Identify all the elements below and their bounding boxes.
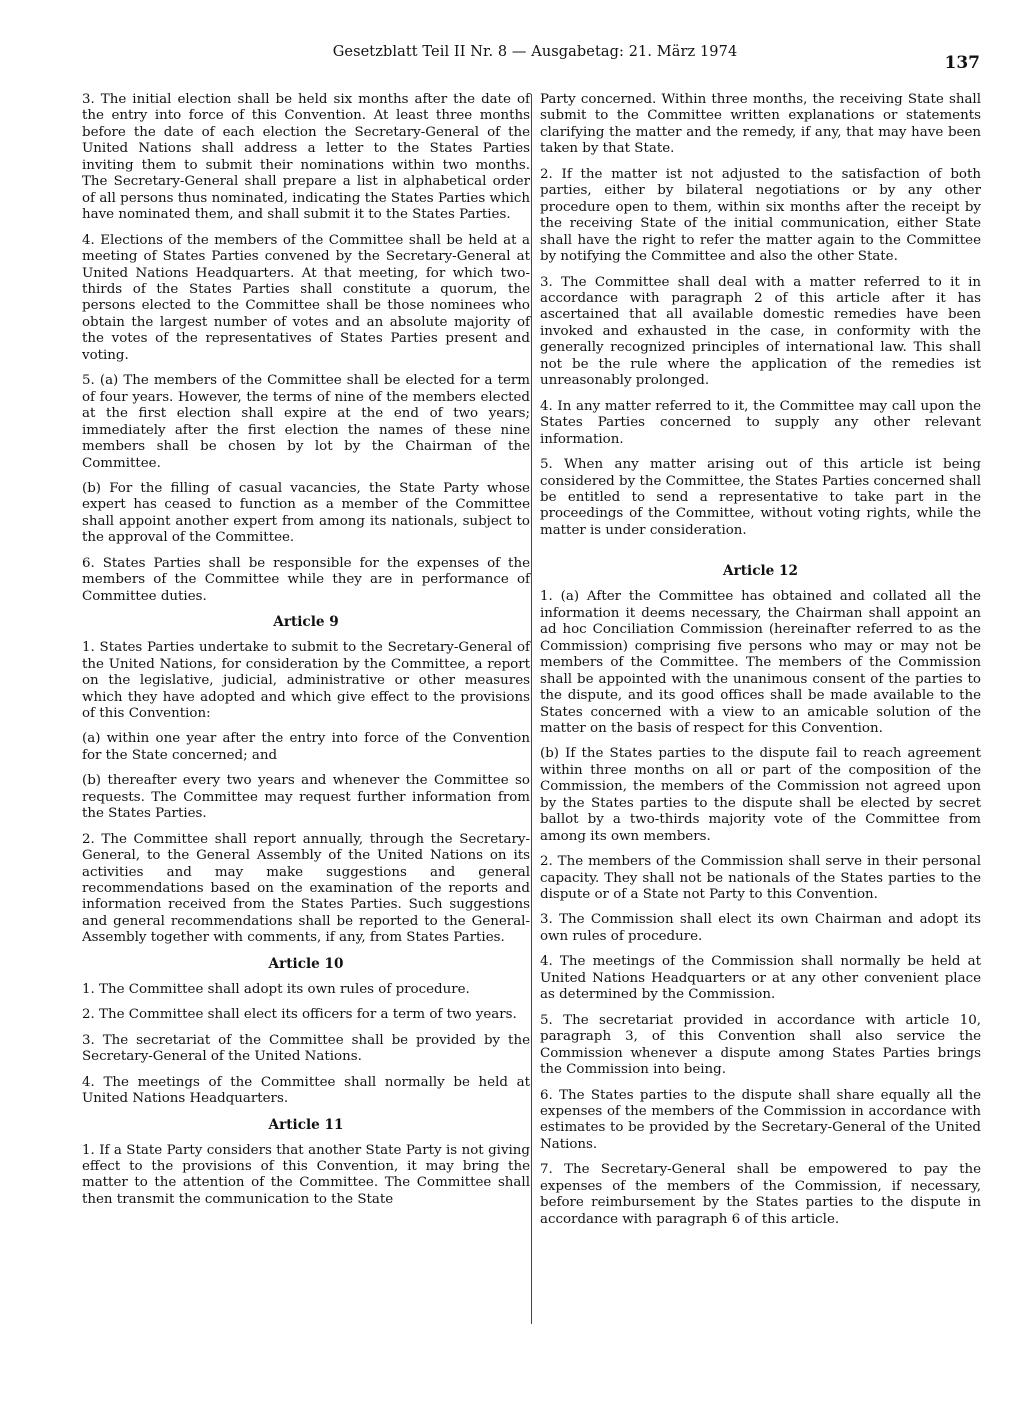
paragraph: 4. In any matter referred to it, the Committee may call upon the States Parties concerned to supply any other relevant information. — [540, 398, 981, 447]
paragraph: 2. The Committee shall report annually, through the Secretary-General, to the General Assembly of the United Nations on its activities and may make suggestions and general recommendations based on the examination of the reports and information received from the States Parties. Such suggestions and general recommendations shall be reported to the General-Assembly together with comments, if any, from States Parties. — [82, 831, 530, 946]
paragraph: 3. The initial election shall be held six months after the date of the entry into force of this Convention. At least three months before the date of each election the Secretary-General of the United Nations shall address a letter to the States Parties inviting them to submit their nominations within two months. The Secretary-General shall prepare a list in alphabetical order of all persons thus nominated, indicating the States Parties which have nominated them, and shall submit it to the States Parties. — [82, 92, 530, 223]
paragraph: 5. The secretariat provided in accordance with article 10, paragraph 3, of this Convention shall also service the Commission whenever a dispute among States Parties brings the Commission into being. — [540, 1012, 981, 1078]
paragraph: 4. The meetings of the Commission shall normally be held at United Nations Headquarters or at any other convenient place as determined by the Commission. — [540, 954, 981, 1003]
paragraph: 3. The Commission shall elect its own Chairman and adopt its own rules of procedure. — [540, 912, 981, 944]
paragraph: 1. The Committee shall adopt its own rules of procedure. — [82, 981, 470, 997]
running-header: Gesetzblatt Teil II Nr. 8 — Ausgabetag: 21. März 1974 — [332, 44, 738, 60]
article-heading: Article 11 — [268, 1116, 344, 1133]
paragraph: 1. States Parties undertake to submit to the Secretary-General of the United Nations, for consideration by the Committee, a report on the legislative, judicial, administrative or other measures which they have adopted and which give effect to the provisions of this Convention: — [82, 640, 530, 721]
paragraph: 1. (a) After the Committee has obtained and collated all the information it deems necessary, the Chairman shall appoint an ad hoc Conciliation Commission (hereinafter referred to as the Commission) comprising five persons who may or may not be members of the Committee. The members of the Commission shall be appointed with the unanimous consent of the parties to the dispute, and its good offices shall be made available to the States concerned with a view to an amicable solution of the matter on the basis of respect for this Convention. — [540, 589, 981, 736]
paragraph: 1. If a State Party considers that another State Party is not giving effect to the provisions of this Convention, it may bring the matter to the attention of the Committee. The Committee shall then transmit the communication to the State — [82, 1142, 530, 1207]
paragraph: (b) thereafter every two years and whenever the Committee so requests. The Committee may request further information from the States Parties. — [82, 773, 530, 822]
paragraph: 2. The members of the Commission shall serve in their personal capacity. They shall not be nationals of the States parties to the dispute or of a State not Party to this Convention. — [540, 854, 981, 903]
paragraph: 2. If the matter ist not adjusted to the satisfaction of both parties, either by bilateral negotiations or by any other procedure open to them, within six months after the receipt by the receiving State of the initial communication, either State shall have the right to refer the matter again to the Committee by notifying the Committee and also the other State. — [540, 166, 981, 265]
paragraph: 4. The meetings of the Committee shall normally be held at United Nations Headquarters. — [82, 1074, 530, 1107]
column-divider — [531, 94, 532, 1324]
paragraph: 5. When any matter arising out of this article ist being considered by the Committee, the States Parties concerned shall be entitled to send a representative to take part in the proceedings of the Committee, without voting rights, while the matter is under consideration. — [540, 457, 981, 538]
left-column — [82, 92, 530, 1217]
paragraph: (b) If the States parties to the dispute fail to reach agreement within three months on all or part of the composition of the Commission, the members of the Commission not agreed upon by the States parties to the dispute shall be elected by secret ballot by a two-thirds majority vote of the Committee from among its own members. — [540, 746, 981, 844]
article-heading: Article 12 — [723, 563, 798, 580]
paragraph: 6. The States parties to the dispute shall share equally all the expenses of the members of the Commission in accordance with estimates to be provided by the Secretary-General of the United Nations. — [540, 1087, 981, 1152]
page-number: 137 — [944, 53, 980, 73]
paragraph: 3. The secretariat of the Committee shall be provided by the Secretary-General of the United Nations. — [82, 1032, 530, 1065]
article-heading: Article 9 — [273, 614, 339, 631]
paragraph: 6. States Parties shall be responsible for the expenses of the members of the Committee while they are in performance of Committee duties. — [82, 555, 530, 604]
paragraph: (a) within one year after the entry into force of the Convention for the State concerned; and — [82, 731, 530, 763]
paragraph: 3. The Committee shall deal with a matter referred to it in accordance with paragraph 2 of this article after it has ascertained that all available domestic remedies have been invoked and exhausted in the case, in conformity with the generally recognized principles of international law. This shall not be the rule where the application of the remedies ist unreasonably prolonged. — [540, 274, 981, 389]
paragraph: 7. The Secretary-General shall be empowered to pay the expenses of the members of the Commission, if necessary, before reimbursement by the States parties to the dispute in accordance with paragraph 6 of this article. — [540, 1162, 981, 1227]
right-column — [540, 92, 981, 1237]
paragraph: 2. The Committee shall elect its officers for a term of two years. — [82, 1007, 517, 1023]
paragraph: 4. Elections of the members of the Committee shall be held at a meeting of States Parties convened by the Secretary-General at United Nations Headquarters. At that meeting, for which two-thirds of the States Parties shall constitute a quorum, the persons elected to the Committee shall be those nominees who obtain the largest number of votes and an absolute majority of the votes of the representatives of States Parties present and voting. — [82, 232, 530, 363]
paragraph: (b) For the filling of casual vacancies, the State Party whose expert has ceased to function as a member of the Committee shall appoint another expert from among its nationals, subject to the approval of the Committee. — [82, 480, 530, 546]
paragraph: 5. (a) The members of the Committee shall be elected for a term of four years. However, the terms of nine of the members elected at the first election shall expire at the end of two years; immediately after the first election the names of these nine members shall be chosen by lot by the Chairman of the Committee. — [82, 373, 530, 471]
article-heading: Article 10 — [268, 955, 344, 972]
paragraph: Party concerned. Within three months, the receiving State shall submit to the Committee written explanations or statements clarifying the matter and the remedy, if any, that may have been taken by that State. — [540, 92, 981, 157]
